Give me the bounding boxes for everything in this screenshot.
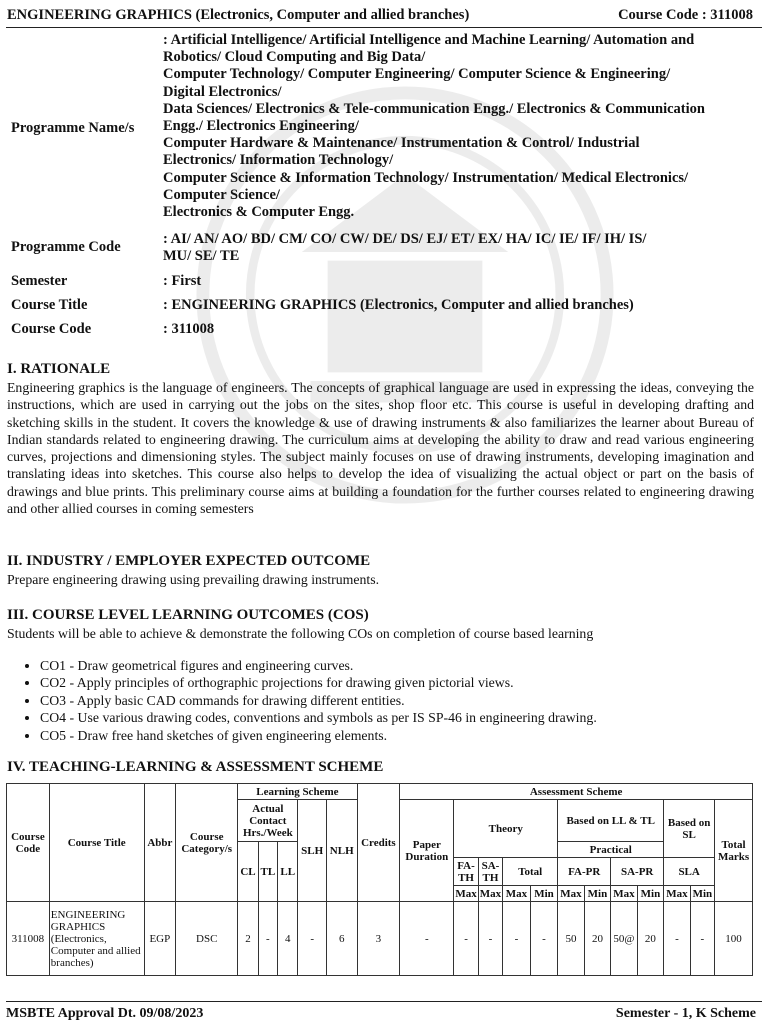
th-total-marks: Total Marks bbox=[715, 800, 753, 902]
cell-fa-th-max: - bbox=[454, 902, 478, 976]
th-max: Max bbox=[558, 886, 584, 902]
cell-total-min: - bbox=[530, 902, 558, 976]
cell-category: DSC bbox=[176, 902, 238, 976]
th-slh: SLH bbox=[298, 800, 327, 902]
programme-code-line: : AI/ AN/ AO/ BD/ CM/ CO/ CW/ DE/ DS/ EJ/ ET/ EX/ HA/ IC/ IE/ IF/ IH/ IS/ bbox=[163, 231, 647, 247]
co-item: • CO2 - Apply principles of orthographic projections for drawing given pictorial views. bbox=[40, 674, 768, 691]
programme-code-value bbox=[163, 231, 759, 265]
cell-sa-th-max: - bbox=[478, 902, 502, 976]
th-sla: SLA bbox=[664, 858, 715, 886]
cell-total-marks: 100 bbox=[715, 902, 753, 976]
th-paper-duration: Paper Duration bbox=[400, 800, 454, 902]
footer-divider bbox=[6, 1001, 762, 1002]
cell-sla-max: - bbox=[664, 902, 690, 976]
cell-course-title: ENGINEERING GRAPHICS (Electronics, Computer and allied branches) bbox=[49, 902, 144, 976]
table-row bbox=[7, 902, 753, 976]
co-item: • CO4 - Use various drawing codes, conventions and symbols as per IS SP-46 in engineering drawing. bbox=[40, 709, 768, 726]
th-min: Min bbox=[584, 886, 610, 902]
semester-label: Semester bbox=[11, 273, 68, 289]
th-practical: Practical bbox=[558, 842, 664, 858]
cell-tl: - bbox=[258, 902, 277, 976]
th-fa-pr: FA-PR bbox=[558, 858, 611, 886]
th-actual-contact: Actual Contact Hrs./Week bbox=[238, 800, 298, 842]
course-code-value: : 311008 bbox=[163, 321, 215, 337]
cell-sa-pr-min: 20 bbox=[637, 902, 663, 976]
th-theory: Theory bbox=[454, 800, 558, 858]
programme-names-line: Computer Hardware & Maintenance/ Instrumentation & Control/ Industrial bbox=[163, 135, 640, 152]
cell-ll: 4 bbox=[278, 902, 298, 976]
cos-heading: III. COURSE LEVEL LEARNING OUTCOMES (COS) bbox=[7, 607, 369, 623]
cell-credits: 3 bbox=[357, 902, 400, 976]
course-title-label: Course Title bbox=[11, 297, 88, 313]
semester-value: : First bbox=[163, 273, 202, 289]
th-category: Course Category/s bbox=[176, 784, 238, 902]
cell-course-code: 311008 bbox=[7, 902, 50, 976]
programme-names-label: Programme Name/s bbox=[11, 120, 135, 136]
cell-fa-pr-max: 50 bbox=[558, 902, 584, 976]
th-max: Max bbox=[503, 886, 531, 902]
cell-total-max: - bbox=[503, 902, 531, 976]
cell-sa-pr-max: 50@ bbox=[611, 902, 637, 976]
programme-names-line: Electronics & Computer Engg. bbox=[163, 204, 355, 221]
th-assessment-scheme: Assessment Scheme bbox=[400, 784, 753, 800]
cos-intro: Students will be able to achieve & demonstrate the following COs on completion of course based learning bbox=[7, 626, 594, 641]
course-code-label: Course Code bbox=[11, 321, 92, 337]
th-fa-th: FA-TH bbox=[454, 858, 478, 886]
th-tl: TL bbox=[258, 842, 277, 902]
programme-names-line: Engg./ Electronics Engineering/ bbox=[163, 118, 359, 135]
footer-scheme: Semester - 1, K Scheme bbox=[615, 1006, 756, 1021]
th-sa-pr: SA-PR bbox=[611, 858, 664, 886]
co-item: • CO1 - Draw geometrical figures and engineering curves. bbox=[40, 657, 768, 674]
th-ll: LL bbox=[278, 842, 298, 902]
rationale-heading: I. RATIONALE bbox=[7, 361, 111, 377]
th-max: Max bbox=[479, 887, 502, 900]
header-divider bbox=[6, 27, 762, 28]
rationale-text: Engineering graphics is the language of engineers. The concepts of graphical language are used in expressing the ideas, conveying the instructions, which are used in carrying out the jobs on the sites, shop floor etc. This course is useful in developing drafting and sketching skills in the student. It covers the knowledge & use of drawing instruments & also familiarizes the learner about Bureau of Indian standards related to engineering drawing. The curriculum aims at developing the ability to draw and read various engineering curves, projections and dimensioning styles. The subject mainly focuses on use of drawing instruments, developing imagination and translating ideas into sketches. This course also helps to develop the idea of visualizing the actual object or part on the basis of drawings and blue prints. This preliminary course aims at building a foundation for the further courses related to engineering drawing and other allied courses in coming semesters bbox=[7, 380, 754, 517]
programme-names-value bbox=[163, 32, 759, 221]
th-sa-th: SA-TH bbox=[478, 858, 502, 886]
co-item: • CO5 - Draw free hand sketches of given engineering elements. bbox=[40, 727, 768, 744]
footer-approval: MSBTE Approval Dt. 09/08/2023 bbox=[6, 1006, 204, 1021]
cell-abbr: EGP bbox=[144, 902, 176, 976]
programme-names-line: Computer Technology/ Computer Engineering/ Computer Science & Engineering/ bbox=[163, 66, 671, 83]
industry-outcome-heading: II. INDUSTRY / EMPLOYER EXPECTED OUTCOME bbox=[7, 553, 371, 569]
th-abbr: Abbr bbox=[144, 784, 176, 902]
programme-names-line: Computer Science/ bbox=[163, 186, 280, 203]
th-max: Max bbox=[455, 887, 477, 900]
cell-nlh: 6 bbox=[326, 902, 357, 976]
scheme-heading: IV. TEACHING-LEARNING & ASSESSMENT SCHEME bbox=[7, 759, 384, 775]
th-course-title: Course Title bbox=[49, 784, 144, 902]
programme-names-line: Data Sciences/ Electronics & Tele-communication Engg./ Electronics & Communication bbox=[163, 100, 705, 117]
page-header bbox=[7, 6, 761, 27]
th-max: Max bbox=[664, 886, 690, 902]
cell-paper-duration: - bbox=[400, 902, 454, 976]
co-item: • CO3 - Apply basic CAD commands for drawing different entities. bbox=[40, 692, 768, 709]
th-cl: CL bbox=[238, 842, 258, 902]
th-based-sl: Based on SL bbox=[664, 800, 715, 858]
cell-slh: - bbox=[298, 902, 327, 976]
th-max: Max bbox=[611, 886, 637, 902]
th-min: Min bbox=[637, 886, 663, 902]
programme-code-line: MU/ SE/ TE bbox=[163, 248, 240, 265]
cell-cl: 2 bbox=[238, 902, 258, 976]
header-course-code: Course Code : 311008 bbox=[618, 7, 753, 23]
course-title-value: : ENGINEERING GRAPHICS (Electronics, Computer and allied branches) bbox=[163, 297, 634, 313]
th-min: Min bbox=[530, 886, 558, 902]
cell-sla-min: - bbox=[690, 902, 714, 976]
th-min: Min bbox=[690, 886, 714, 902]
cell-fa-pr-min: 20 bbox=[584, 902, 610, 976]
th-based-ll-tl: Based on LL & TL bbox=[558, 800, 664, 842]
industry-outcome-text: Prepare engineering drawing using prevailing drawing instruments. bbox=[7, 572, 380, 587]
header-title: ENGINEERING GRAPHICS (Electronics, Computer and allied branches) bbox=[7, 7, 470, 23]
programme-names-line: Digital Electronics/ bbox=[163, 83, 282, 100]
th-nlh: NLH bbox=[326, 800, 357, 902]
teaching-assessment-table bbox=[6, 783, 753, 976]
programme-names-line: : Artificial Intelligence/ Artificial Intelligence and Machine Learning/ Automation and bbox=[163, 32, 695, 48]
programme-code-label: Programme Code bbox=[11, 239, 121, 255]
th-course-code: Course Code bbox=[7, 784, 50, 902]
programme-names-line: Electronics/ Information Technology/ bbox=[163, 152, 394, 169]
th-learning-scheme: Learning Scheme bbox=[238, 784, 357, 800]
th-credits: Credits bbox=[357, 784, 400, 902]
cos-list bbox=[22, 657, 768, 744]
th-total: Total bbox=[503, 858, 558, 886]
programme-names-line: Computer Science & Information Technology/ Instrumentation/ Medical Electronics/ bbox=[163, 169, 689, 186]
programme-names-line: Robotics/ Cloud Computing and Big Data/ bbox=[163, 49, 426, 66]
